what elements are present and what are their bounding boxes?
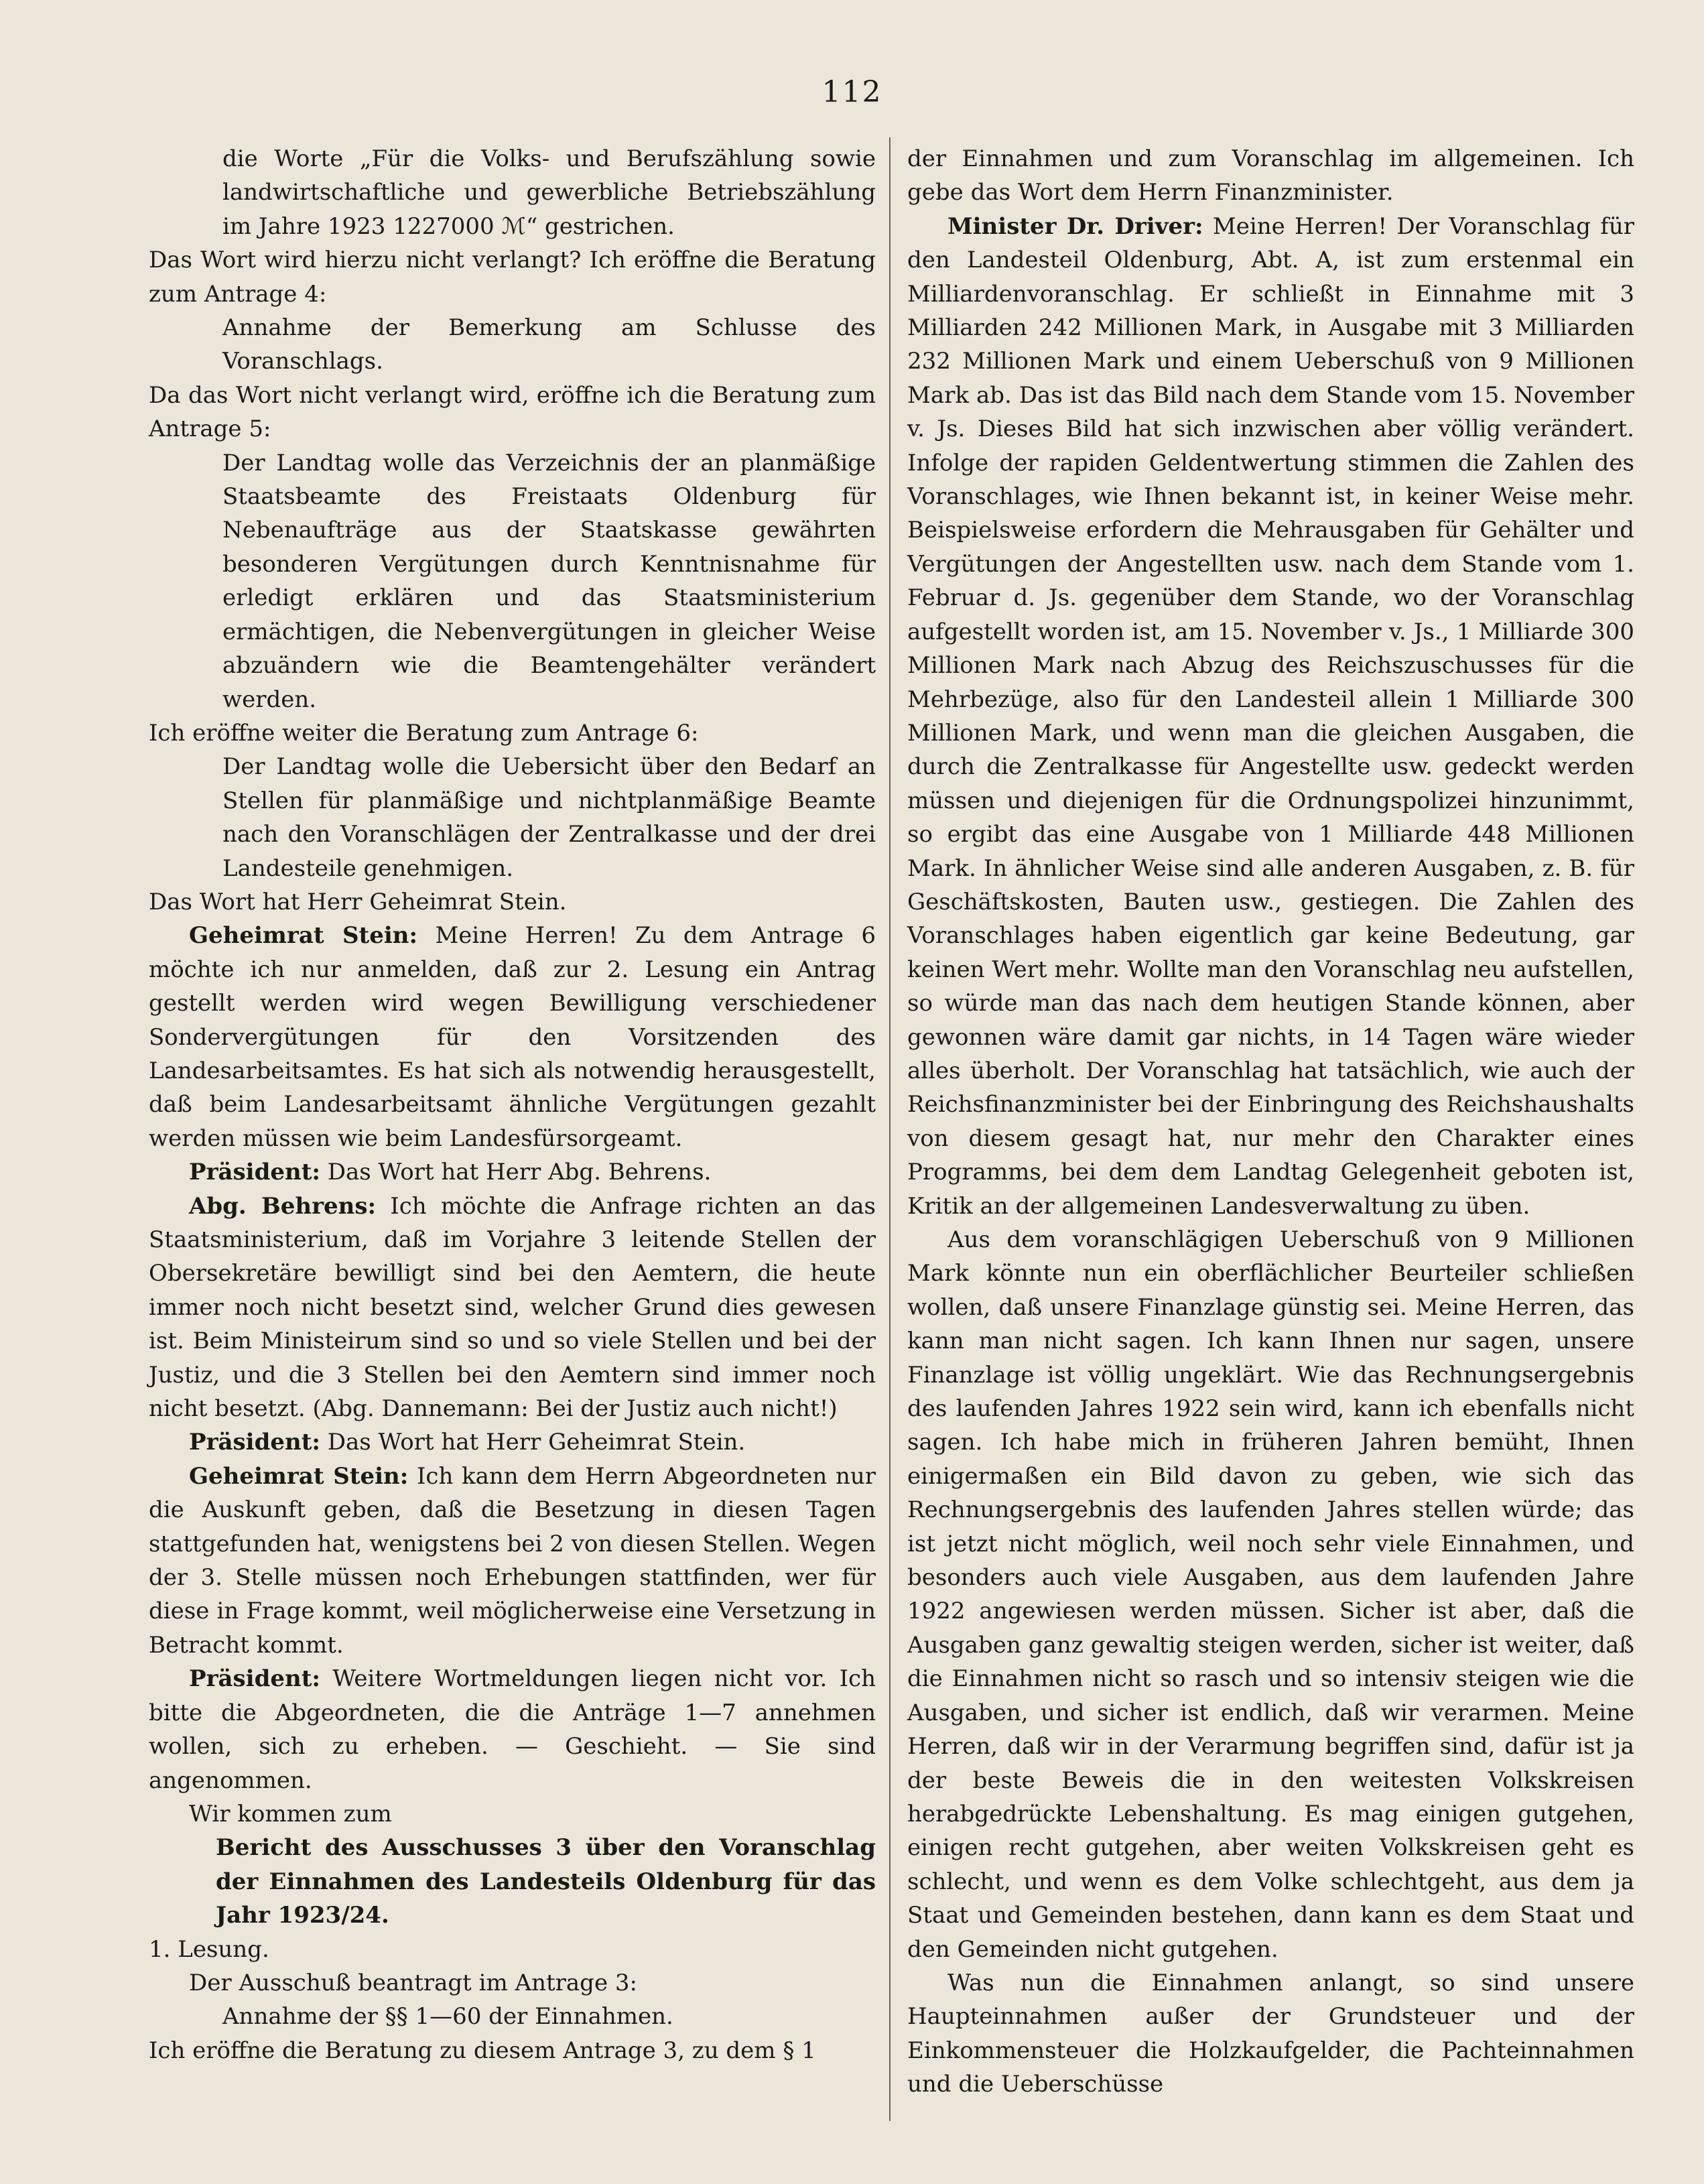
speaker-label: Geheimrat Stein: <box>189 1462 409 1490</box>
speech-text: Das Wort hat Herr Geheimrat Stein. <box>327 1429 746 1456</box>
paragraph: Ich eröffne weiter die Beratung zum Antrage 6: <box>149 719 699 747</box>
right-column <box>907 142 1634 2102</box>
paragraph <box>149 1662 876 1797</box>
speaker-label: Minister Dr. Driver: <box>947 212 1203 240</box>
paragraph: Da das Wort nicht verlangt wird, eröffne ich die Beratung zum Antrage 5: <box>149 381 876 443</box>
paragraph: die Worte „Für die Volks- und Berufszählung sowie landwirtschaftliche und gewerbliche Betriebszählung im Jahre 1923 1227000 ℳ“ gestrichen. <box>222 145 876 240</box>
speech-text: Meine Herren! Zu dem Antrage 6 möchte ich nur anmelden, daß zur 2. Lesung ein Antrag gestellt werden wird wegen Bewilligung verschiedener Sondervergütungen für den Vorsitzenden des Landesarbeitsamtes. Es hat sich als notwendig herausgestellt, daß beim Landesarbeitsamt ähnliche Vergütungen gezahlt werden müssen wie beim Landesfürsorgeamt. <box>149 922 876 1152</box>
paragraph: Der Ausschuß beantragt im Antrage 3: <box>189 1969 637 1996</box>
paragraph: der Einnahmen und zum Voranschlag im allgemeinen. Ich gebe das Wort dem Herrn Finanzminister. <box>907 145 1634 206</box>
speech-text: Ich kann dem Herrn Abgeordneten nur die Auskunft geben, daß die Besetzung in diesen Tagen stattgefunden hat, wenigstens bei 2 von diesen Stellen. Wegen der 3. Stelle müssen noch Erhebungen stattfinden, wer für diese in Frage kommt, weil möglicherweise eine Versetzung in Betracht kommt. <box>149 1462 876 1659</box>
paragraph: Ich eröffne die Beratung zu diesem Antrage 3, zu dem § 1 <box>149 2037 816 2064</box>
paragraph: Der Landtag wolle das Verzeichnis der an planmäßige Staatsbeamte des Freistaats Oldenburg für Nebenaufträge aus der Staatskasse gewährten besonderen Vergütungen durch Kenntnisnahme für erledigt erklären und das Staatsministerium ermächtigen, die Nebenvergütungen in gleicher Weise abzuändern wie die Beamtengehälter verändert werden. <box>222 449 876 713</box>
speech-text: Weitere Wortmeldungen liegen nicht vor. Ich bitte die Abgeordneten, die die Anträge 1—7 annehmen wollen, sich zu erheben. — Geschieht. — Sie sind angenommen. <box>149 1665 876 1794</box>
speaker-label: Abg. Behrens: <box>189 1192 377 1220</box>
paragraph: Annahme der Bemerkung am Schlusse des Voranschlags. <box>222 314 876 375</box>
speech-text: Das Wort hat Herr Abg. Behrens. <box>327 1159 712 1186</box>
speaker-label: Präsident: <box>189 1159 320 1186</box>
paragraph: Was nun die Einnahmen anlangt, so sind unsere Haupteinnahmen außer der Grundsteuer und der Einkommensteuer die Holzkaufgelder, die Pachteinnahmen und die Ueberschüsse <box>907 1969 1634 2098</box>
left-column <box>149 142 876 2067</box>
section-heading: Bericht des Ausschusses 3 über den Voranschlag der Einnahmen des Landesteils Oldenburg für das Jahr 1923/24. <box>216 1834 876 1929</box>
paragraph <box>149 1460 876 1662</box>
paragraph: Das Wort wird hierzu nicht verlangt? Ich eröffne die Beratung zum Antrage 4: <box>149 247 876 308</box>
paragraph <box>907 210 1634 1223</box>
paragraph: Aus dem voranschlägigen Ueberschuß von 9 Millionen Mark könnte nun ein oberflächlicher Beurteiler schließen wollen, daß unsere Finanzlage günstig sei. Meine Herren, das kann man nicht sagen. Ich kann Ihnen nur sagen, unsere Finanzlage ist völlig ungeklärt. Wie das Rechnungsergebnis des laufenden Jahres 1922 sein wird, kann ich ebenfalls nicht sagen. Ich habe mich in früheren Jahren bemüht, Ihnen einigermaßen ein Bild davon zu geben, wie sich das Rechnungsergebnis des laufenden Jahres stellen würde; das ist jetzt nicht möglich, weil noch sehr viele Einnahmen, und besonders auch viele Ausgaben, aus dem laufenden Jahre 1922 angewiesen werden müssen. Sicher ist aber, daß die Ausgaben ganz gewaltig steigen werden, sicher ist weiter, daß die Einnahmen nicht so rasch und so intensiv steigen wie die Ausgaben, und sicher ist endlich, daß wir verarmen. Meine Herren, daß wir in der Verarmung begriffen sind, dafür ist ja der beste Beweis die in den weitesten Volkskreisen herabgedrückte Lebenshaltung. Es mag einigen gutgehen, einigen recht gutgehen, aber weiten Volkskreisen geht es schlecht, und wenn es dem Volke schlechtgeht, aus dem ja Staat und Gemeinden bestehen, dann kann es dem Staat und den Gemeinden nicht gutgehen. <box>907 1226 1634 1963</box>
paragraph: 1. Lesung. <box>149 1935 269 1963</box>
speech-text: Meine Herren! Der Voranschlag für den Landesteil Oldenburg, Abt. A, ist zum erstenmal ein Milliardenvoranschlag. Er schließt in Einnahme mit 3 Milliarden 242 Millionen Mark, in Ausgabe mit 3 Milliarden 232 Millionen Mark und einem Ueberschuß von 9 Millionen Mark ab. Das ist das Bild nach dem Stande vom 15. November v. Js. Dieses Bild hat sich inzwischen aber völlig verändert. Infolge der rapiden Geldentwertung stimmen die Zahlen des Voranschlages, wie Ihnen bekannt ist, in keiner Weise mehr. Beispielsweise erfordern die Mehrausgaben für Gehälter und Vergütungen der Angestellten usw. nach dem Stande vom 1. Februar d. Js. gegenüber dem Stande, wo der Voranschlag aufgestellt worden ist, am 15. November v. Js., 1 Milliarde 300 Millionen Mark nach Abzug des Reichszuschusses für die Mehrbezüge, also für den Landesteil allein 1 Milliarde 300 Millionen Mark, und wenn man die gleichen Ausgaben, die durch die Zentralkasse für Angestellte usw. gedeckt werden müssen und diejenigen für die Ordnungspolizei hinzunimmt, so ergibt das eine Ausgabe von 1 Milliarde 448 Millionen Mark. In ähnlicher Weise sind alle anderen Ausgaben, z. B. für Geschäftskosten, Bauten usw., gestiegen. Die Zahlen des Voranschlages haben eigentlich gar keine Bedeutung, gar keinen Wert mehr. Wollte man den Voranschlag neu aufstellen, so würde man das nach dem heutigen Stande können, aber gewonnen wäre damit gar nichts, in 14 Tagen wäre wieder alles überholt. Der Voranschlag hat tatsächlich, wie auch der Reichsfinanzminister bei der Einbringung des Reichshaushalts von diesem gesagt hat, nur mehr den Charakter eines Programms, bei dem dem Landtag Gelegenheit geboten ist, Kritik an der allgemeinen Landesverwaltung zu üben. <box>907 212 1634 1220</box>
column-divider <box>889 137 891 2121</box>
paragraph: Der Landtag wolle die Uebersicht über den Bedarf an Stellen für planmäßige und nichtplanmäßige Beamte nach den Voranschlägen der Zentralkasse und der drei Landesteile genehmigen. <box>222 753 876 882</box>
speaker-label: Präsident: <box>189 1665 320 1693</box>
paragraph <box>149 1425 876 1459</box>
speaker-label: Präsident: <box>189 1429 320 1456</box>
paragraph: Das Wort hat Herr Geheimrat Stein. <box>149 888 567 915</box>
speaker-label: Geheimrat Stein: <box>189 922 418 950</box>
paragraph <box>149 1190 876 1426</box>
paragraph: Wir kommen zum <box>189 1800 392 1827</box>
paragraph <box>149 919 876 1155</box>
speech-text: Ich möchte die Anfrage richten an das Staatsministerium, daß im Vorjahre 3 leitende Stellen der Obersekretäre bewilligt sind bei den Aemtern, die heute immer noch nicht besetzt sind, welcher Grund dies gewesen ist. Beim Ministeirum sind so und so viele Stellen und bei der Justiz, und die 3 Stellen bei den Aemtern sind immer noch nicht besetzt. (Abg. Dannemann: Bei der Justiz auch nicht!) <box>149 1192 876 1423</box>
paragraph <box>149 1155 876 1189</box>
paragraph: Annahme der §§ 1—60 der Einnahmen. <box>222 2003 673 2031</box>
page-number: 112 <box>822 75 882 109</box>
